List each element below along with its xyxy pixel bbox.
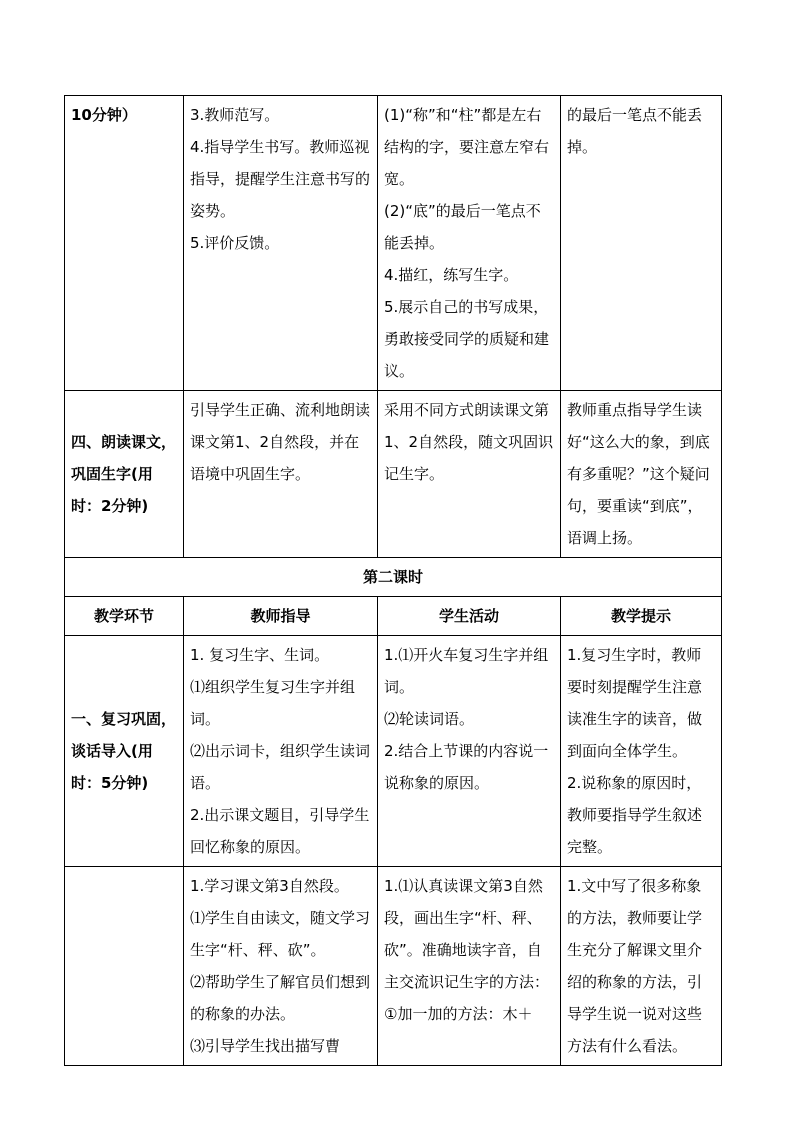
teacher-cell: 3.教师范写。 4.指导学生书写。教师巡视指导，提醒学生注意书写的姿势。 5.评价反馈。 [184,96,378,391]
stage-cell: 四、朗读课文，巩固生字(用时：2分钟) [65,391,184,558]
header-student: 学生活动 [378,597,561,636]
table-row [65,636,722,867]
header-tips: 教学提示 [561,597,722,636]
stage-cell: 一、复习巩固，谈话导入(用时：5分钟) [65,636,184,867]
student-cell: 1.⑴开火车复习生字并组词。 ⑵轮读词语。 2.结合上节课的内容说一说称象的原因。 [378,636,561,867]
table-row [65,96,722,391]
stage-cell: 10分钟） [65,96,184,391]
tips-cell: 教师重点指导学生读好“这么大的象，到底有多重呢？”这个疑问句，要重读“到底”，语调上扬。 [561,391,722,558]
tips-cell: 1.文中写了很多称象的方法，教师要让学生充分了解课文里介绍的称象的方法，引导学生说一说对这些方法有什么看法。 [561,867,722,1066]
teacher-cell: 1. 复习生字、生词。 ⑴组织学生复习生字并组词。 ⑵出示词卡，组织学生读词语。 2.出示课文题目，引导学生回忆称象的原因。 [184,636,378,867]
teacher-cell: 引导学生正确、流利地朗读课文第1、2自然段，并在语境中巩固生字。 [184,391,378,558]
tips-cell: 的最后一笔点不能丢掉。 [561,96,722,391]
student-cell: (1)“称”和“柱”都是左右结构的字，要注意左窄右宽。 (2)“底”的最后一笔点不能丢掉。 4.描红，练写生字。 5.展示自己的书写成果，勇敢接受同学的质疑和建议。 [378,96,561,391]
lesson-plan-table [64,95,722,1066]
section-title-row [65,558,722,597]
student-cell: 1.⑴认真读课文第3自然段，画出生字“杆、秤、砍”。准确地读字音，自主交流识记生字的方法： ①加一加的方法：木＋ [378,867,561,1066]
section-title: 第二课时 [65,558,722,597]
table-row [65,391,722,558]
header-teacher: 教师指导 [184,597,378,636]
teacher-cell: 1.学习课文第3自然段。 ⑴学生自由读文，随文学习生字“杆、秤、砍”。 ⑵帮助学生了解官员们想到的称象的办法。 ⑶引导学生找出描写曹 [184,867,378,1066]
table-row [65,867,722,1066]
header-stage: 教学环节 [65,597,184,636]
stage-cell [65,867,184,1066]
header-row [65,597,722,636]
tips-cell: 1.复习生字时，教师要时刻提醒学生注意读准生字的读音，做到面向全体学生。 2.说称象的原因时，教师要指导学生叙述完整。 [561,636,722,867]
student-cell: 采用不同方式朗读课文第1、2自然段，随文巩固识记生字。 [378,391,561,558]
